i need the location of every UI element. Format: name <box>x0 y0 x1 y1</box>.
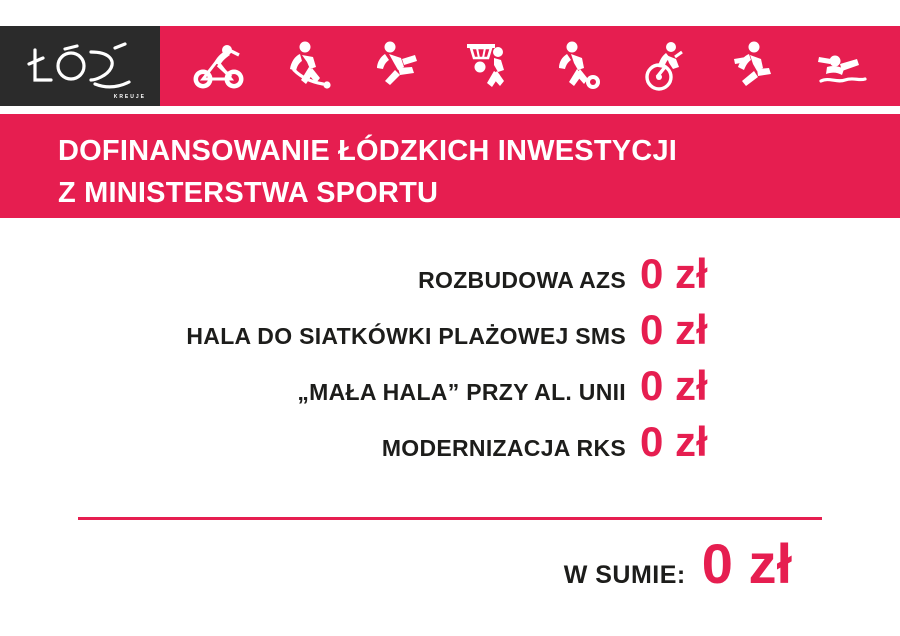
list-item <box>0 362 900 418</box>
total-label: W SUMIE: <box>563 561 686 589</box>
row-amount: 0 zł <box>640 362 708 409</box>
basketball-icon <box>455 35 517 97</box>
cycling-icon <box>188 35 250 97</box>
row-label: „MAŁA HALA” PRZY AL. UNII <box>297 379 626 405</box>
row-label: HALA DO SIATKÓWKI PLAŻOWEJ SMS <box>186 323 626 349</box>
list-item <box>0 418 900 474</box>
headline-band <box>0 114 900 218</box>
list-item <box>0 306 900 362</box>
headline-line-1: DOFINANSOWANIE ŁÓDZKICH INWESTYCJI <box>58 135 678 167</box>
headline-line-2: Z MINISTERSTWA SPORTU <box>58 177 439 209</box>
row-amount: 0 zł <box>640 418 708 465</box>
list-item <box>0 250 900 306</box>
running-icon <box>722 35 784 97</box>
athletics-hurdles-icon <box>366 35 428 97</box>
row-label: ROZBUDOWA AZS <box>418 267 626 293</box>
swimming-icon <box>811 35 873 97</box>
field-hockey-icon <box>277 35 339 97</box>
row-amount: 0 zł <box>640 250 708 297</box>
funding-rows <box>0 250 900 474</box>
row-amount: 0 zł <box>640 306 708 353</box>
top-bar <box>0 26 900 106</box>
logo-subtext: KREUJE <box>113 94 146 100</box>
sport-icons-strip <box>160 26 900 106</box>
football-icon <box>544 35 606 97</box>
total-amount: 0 zł <box>701 532 792 595</box>
row-label: MODERNIZACJA RKS <box>381 435 626 461</box>
total-row <box>0 532 900 595</box>
track-cycling-icon <box>633 35 695 97</box>
total-divider <box>78 517 822 520</box>
logo-box <box>0 26 160 106</box>
lodz-logo-icon <box>25 38 135 94</box>
